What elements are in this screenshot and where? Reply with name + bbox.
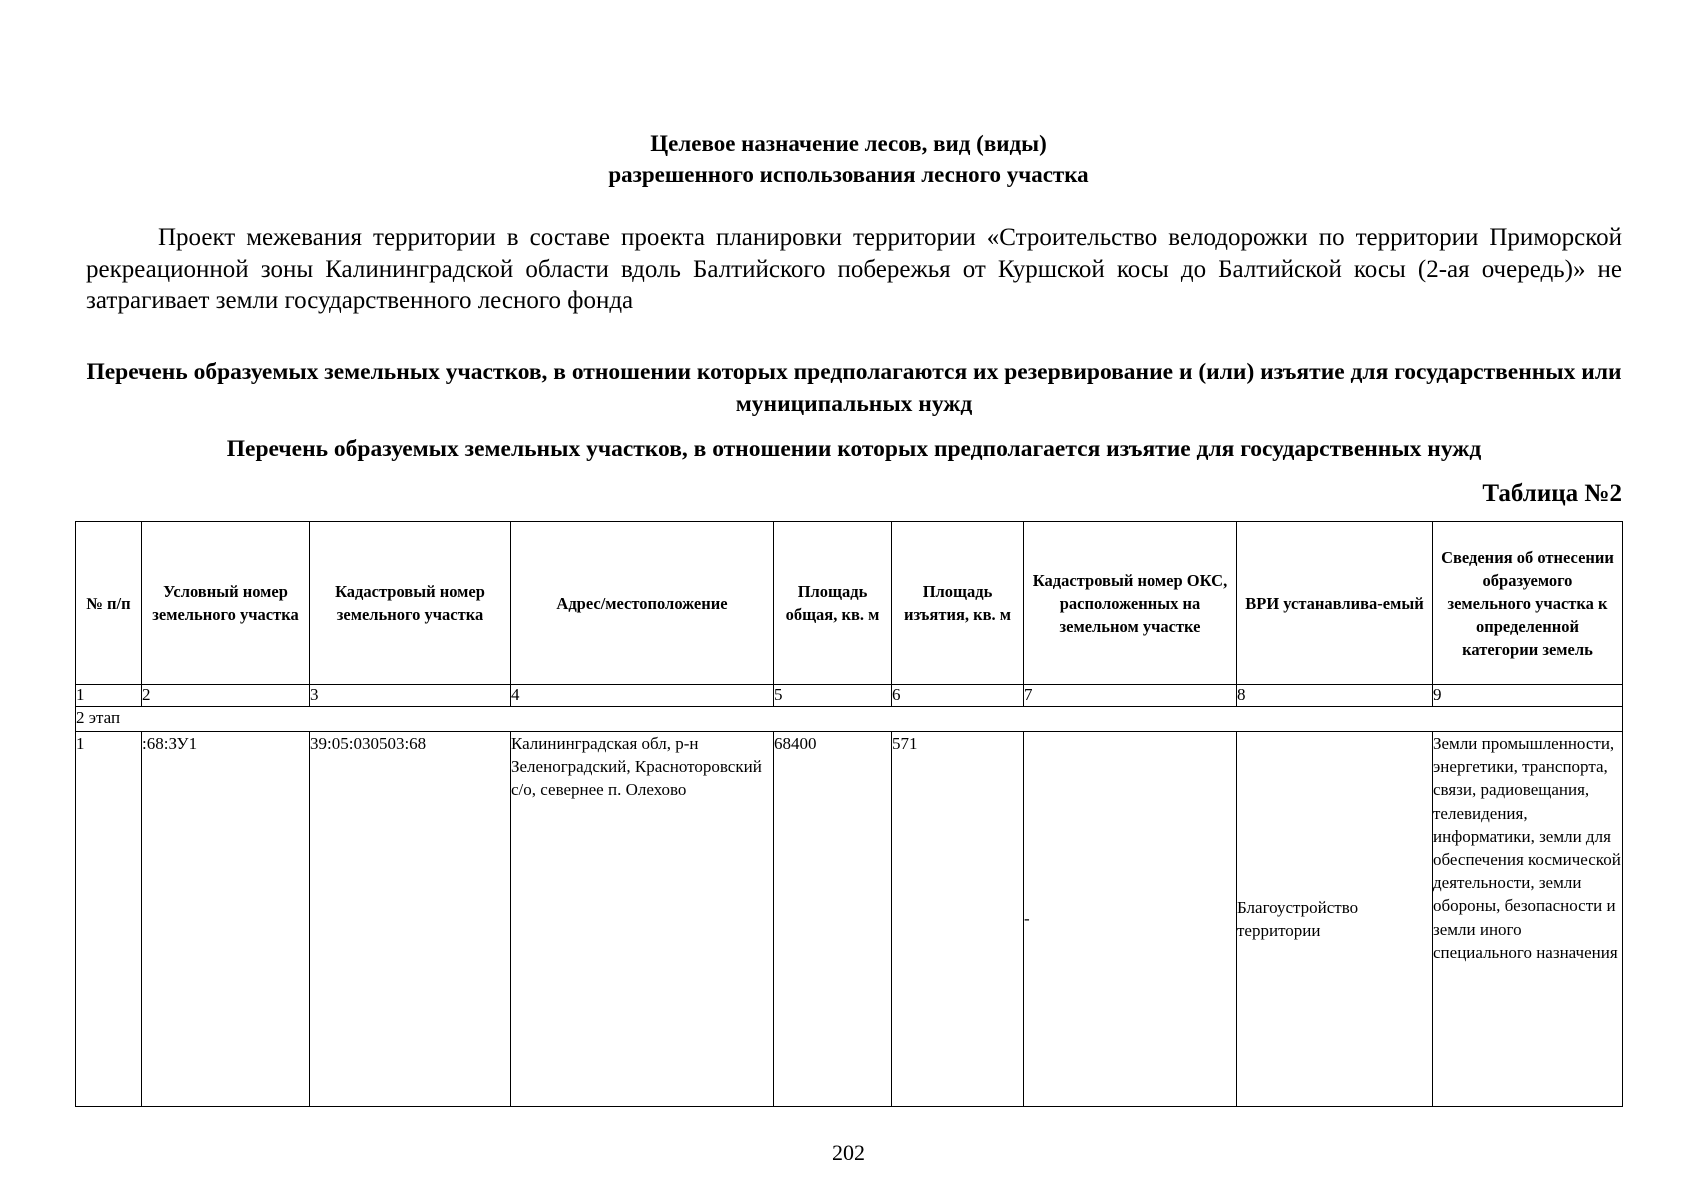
page-number: 202 — [832, 1140, 865, 1165]
oks-cadastral-number: - — [1024, 732, 1237, 1107]
header-cell: Кадастровый номер земельного участка — [310, 522, 511, 685]
column-number-cell: 1 — [76, 685, 142, 707]
land-plots-table — [75, 521, 1623, 1107]
column-number-row — [76, 685, 1623, 707]
stage-row — [76, 707, 1623, 732]
row-number: 1 — [76, 732, 142, 1107]
header-cell: Условный номер земельного участка — [142, 522, 310, 685]
intro-paragraph: Проект межевания территории в составе проекта планировки территории «Строительство велодорожки по территории Приморской рекреационной зоны Калининградской области вдоль Балтийского побережья от Куршской косы до Балтийской косы (2-ая очередь)» не затрагивает земли государственного лесного фонда — [86, 224, 1622, 314]
header-cell: Площадь изъятия, кв. м — [892, 522, 1024, 685]
area-seizure: 571 — [892, 732, 1024, 1107]
list-title-seizure: Перечень образуемых земельных участков, в отношении которых предполагается изъятие для государственных нужд — [226, 436, 1482, 462]
column-number-cell: 8 — [1237, 685, 1433, 707]
column-number-cell: 4 — [511, 685, 774, 707]
land-category: Земли промышленности, энергетики, транспорта, связи, радиовещания, телевидения, информатики, земли для обеспечения космической деятельности, земли обороны, безопасности и земли иного специального назначения — [1433, 732, 1623, 1107]
header-cell: Площадь общая, кв. м — [774, 522, 892, 685]
header-cell: ВРИ устанавлива-емый — [1237, 522, 1433, 685]
header-cell: № п/п — [76, 522, 142, 685]
table-row — [76, 732, 1623, 1107]
column-number-cell: 9 — [1433, 685, 1623, 707]
list-title-reservation: Перечень образуемых земельных участков, в отношении которых предполагаются их резервирование и (или) изъятие для государственных или муниципальных нужд — [86, 359, 1622, 417]
section-title-line-1: Целевое назначение лесов, вид (виды) — [650, 131, 1047, 156]
table-label: Таблица №2 — [1482, 480, 1622, 507]
conditional-number: :68:ЗУ1 — [142, 732, 310, 1107]
area-total: 68400 — [774, 732, 892, 1107]
column-number-cell: 5 — [774, 685, 892, 707]
column-number-cell: 3 — [310, 685, 511, 707]
address: Калининградская обл, р-н Зеленоградский, Красноторовский с/о, севернее п. Олехово — [511, 732, 774, 1107]
column-number-cell: 7 — [1024, 685, 1237, 707]
section-title-line-2: разрешенного использования лесного участка — [608, 162, 1089, 187]
stage-label: 2 этап — [76, 707, 1623, 732]
column-number-cell: 2 — [142, 685, 310, 707]
table-header-row — [76, 522, 1623, 685]
cadastral-number: 39:05:030503:68 — [310, 732, 511, 1107]
header-cell: Сведения об отнесении образуемого земельного участка к определенной категории земель — [1433, 522, 1623, 685]
vri: Благоустройство территории — [1237, 732, 1433, 1107]
header-cell: Адрес/местоположение — [511, 522, 774, 685]
column-number-cell: 6 — [892, 685, 1024, 707]
header-cell: Кадастровый номер ОКС, расположенных на земельном участке — [1024, 522, 1237, 685]
